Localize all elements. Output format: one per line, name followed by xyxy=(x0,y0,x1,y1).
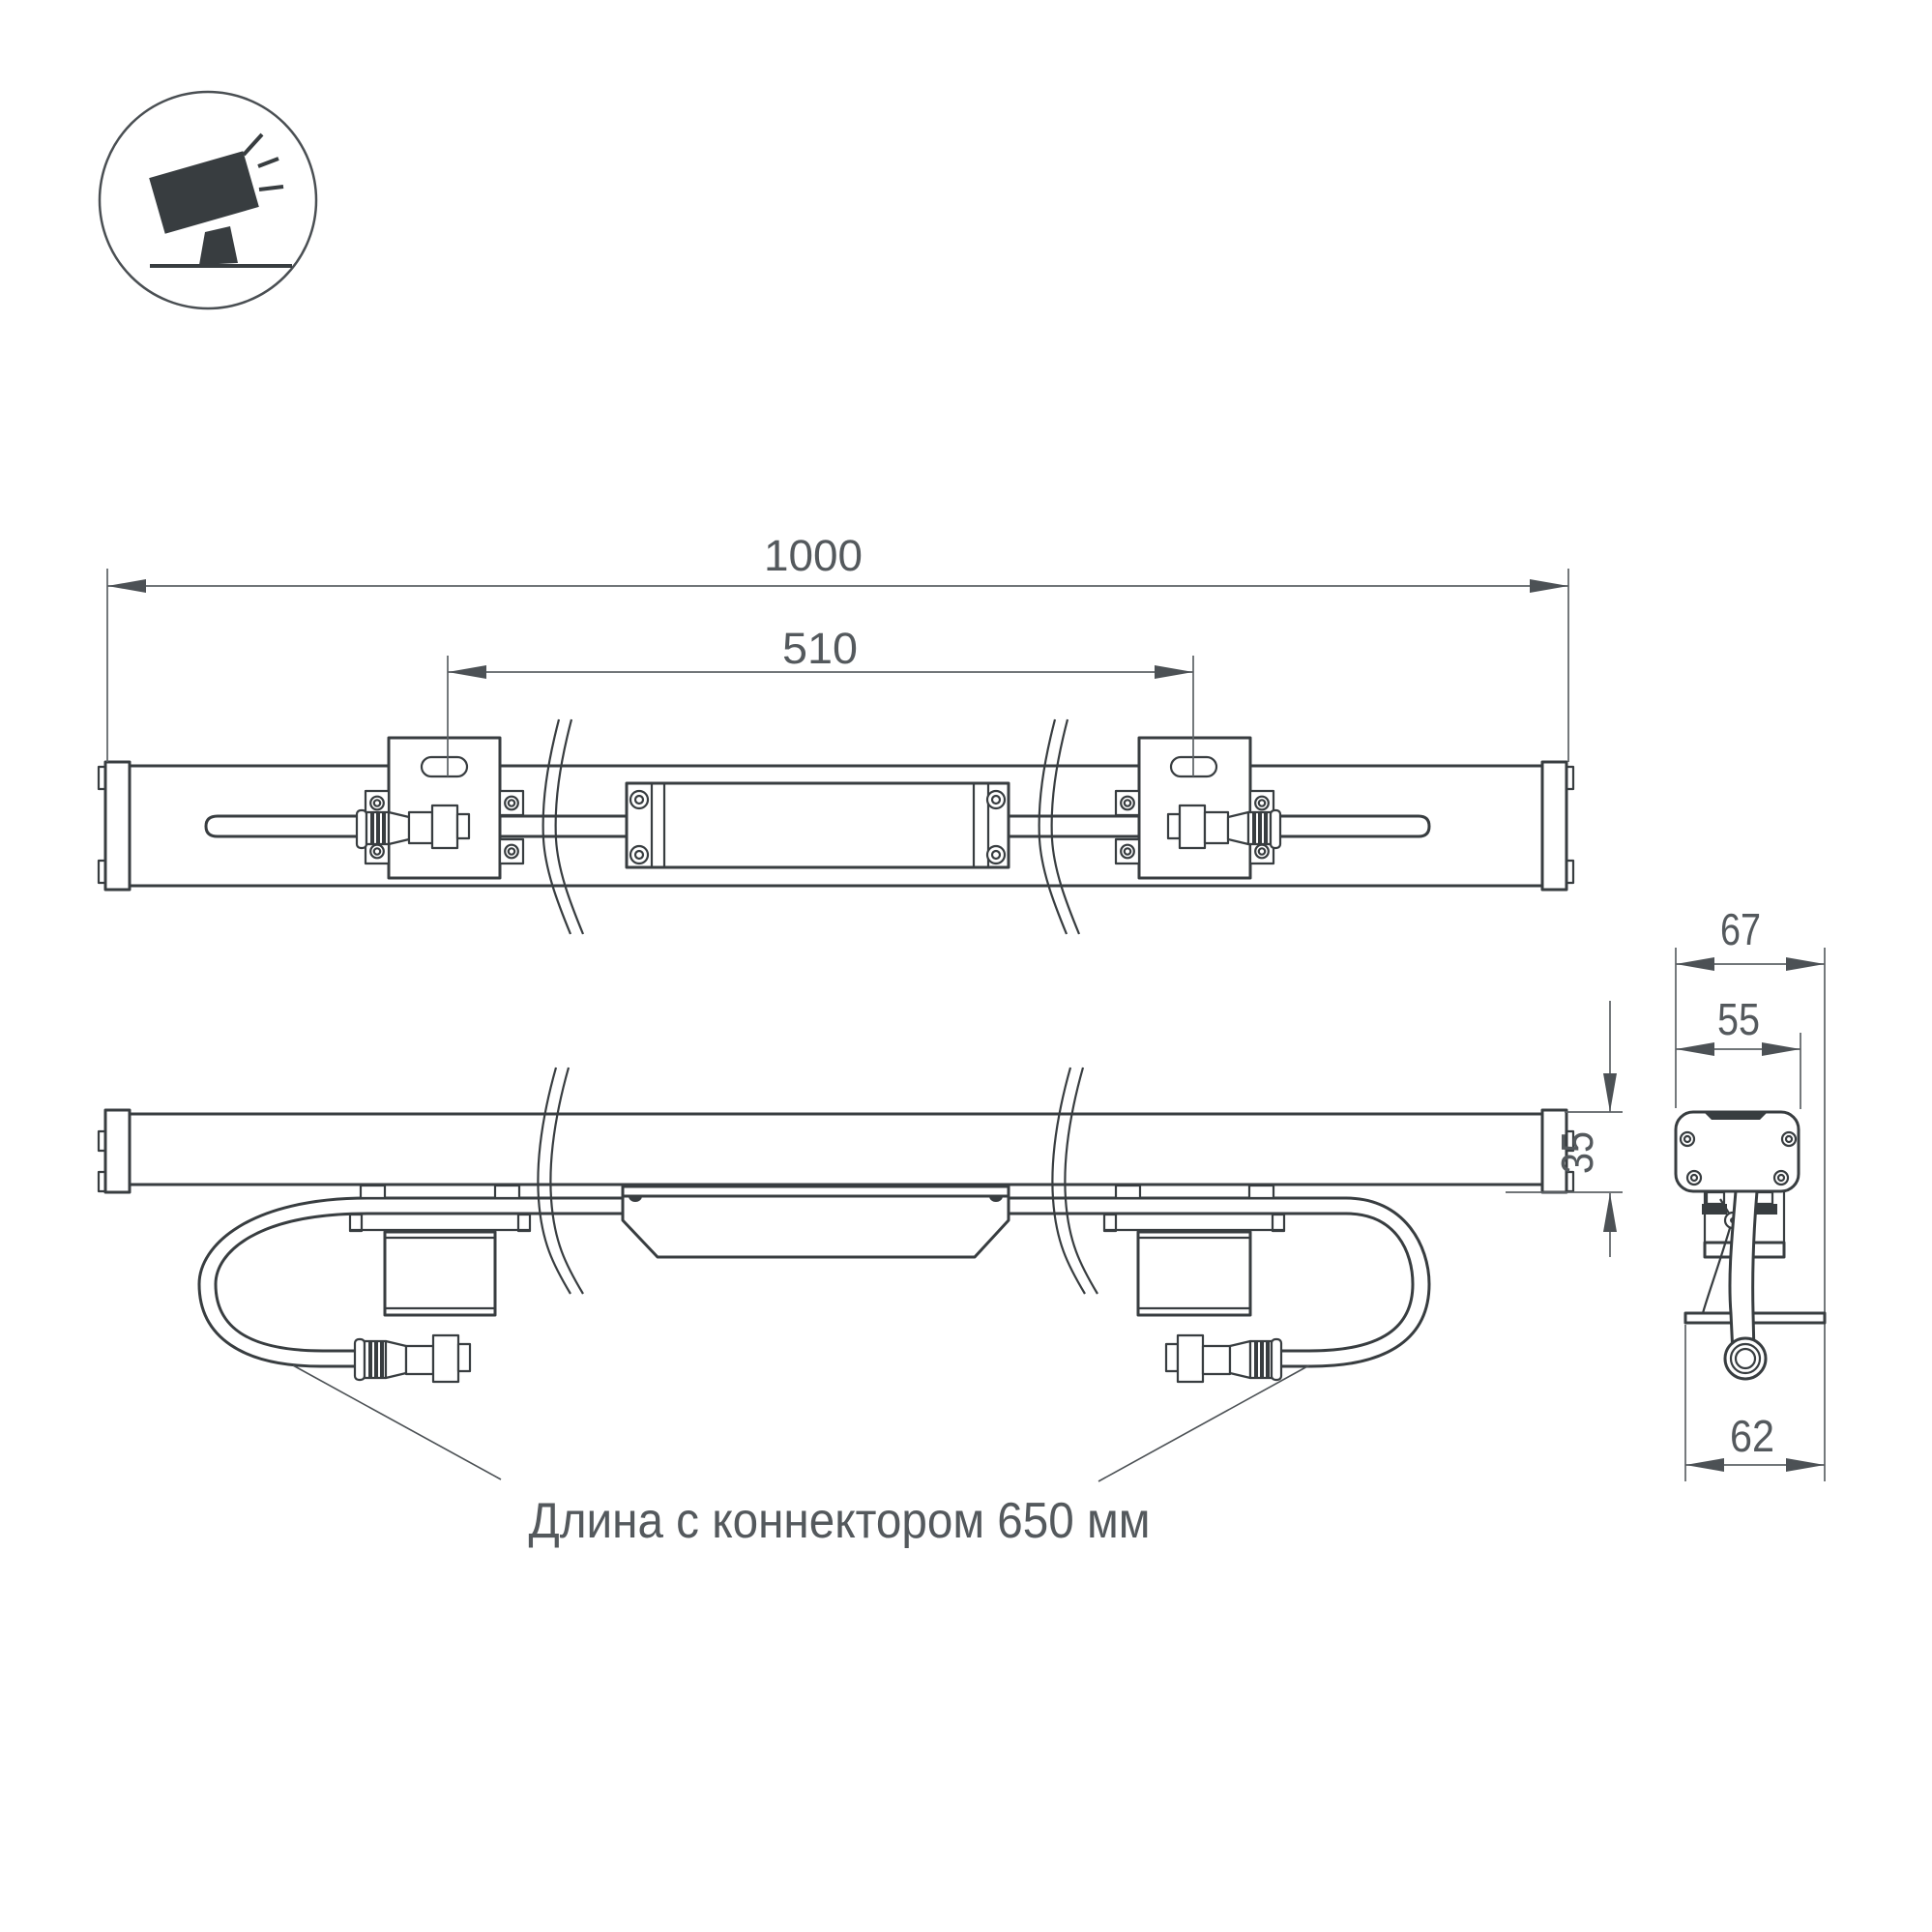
connector-right-front xyxy=(1166,1335,1281,1382)
product-type-icon xyxy=(100,92,316,308)
dimension-bracket-spacing xyxy=(448,624,1193,776)
luminaire-body-side xyxy=(1676,1112,1799,1191)
dim-label-510: 510 xyxy=(782,624,858,673)
pivot-bracket-left xyxy=(350,1186,530,1315)
connector-left-front xyxy=(355,1335,470,1382)
dimension-overall-depth xyxy=(1676,904,1825,971)
lens-strip xyxy=(1705,1113,1767,1120)
mounting-bracket-right-top xyxy=(1116,738,1280,878)
side-view xyxy=(1506,904,1825,1481)
dim-label-62: 62 xyxy=(1730,1411,1774,1461)
top-view xyxy=(99,719,1573,934)
dimension-plate-width xyxy=(1685,1411,1825,1472)
cable-right-loop xyxy=(1279,1198,1429,1366)
dim-label-1000: 1000 xyxy=(764,531,863,580)
dim-label-67: 67 xyxy=(1720,904,1761,954)
bar-body-front xyxy=(130,1114,1542,1185)
dim-label-55: 55 xyxy=(1717,994,1760,1044)
mounting-bracket-left-top xyxy=(357,738,523,878)
dimension-body-width xyxy=(1676,994,1800,1056)
connector-right-top xyxy=(1168,805,1280,848)
end-cap-right xyxy=(1542,762,1573,890)
end-cap-left-front xyxy=(99,1110,130,1192)
caption-connector-length: Длина с коннектором 650 мм xyxy=(528,1493,1151,1549)
mounting-plate-side xyxy=(1685,1313,1825,1323)
dim-label-35: 35 xyxy=(1552,1124,1602,1174)
end-cap-left xyxy=(99,762,130,890)
connector-left-top xyxy=(357,805,469,848)
driver-module-top xyxy=(627,783,1009,867)
slot-left xyxy=(422,757,467,776)
pivot-bracket-right xyxy=(1104,1186,1284,1315)
front-view xyxy=(99,1068,1573,1481)
driver-module-front xyxy=(623,1186,1009,1257)
cable-grommet xyxy=(1725,1338,1766,1379)
